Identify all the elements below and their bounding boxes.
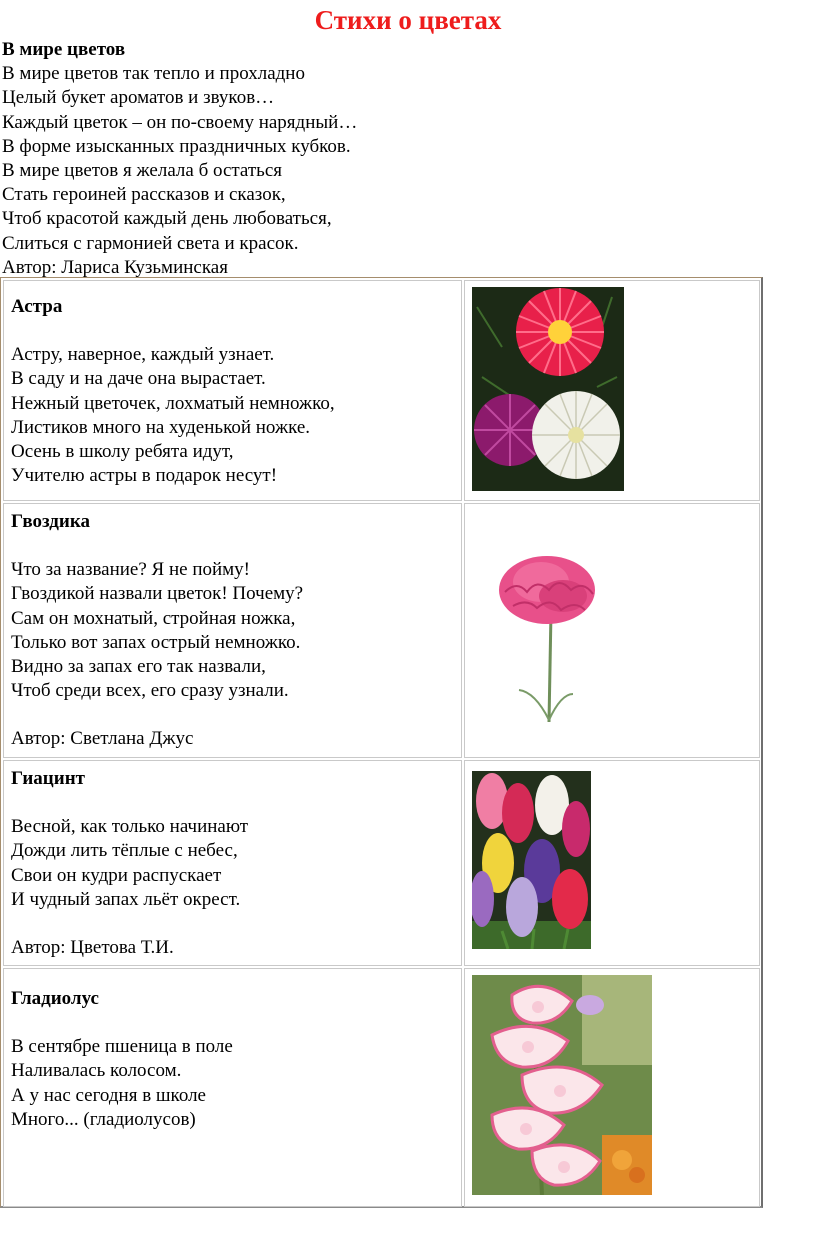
poem-line: Каждый цветок – он по-своему нарядный… [2,111,358,133]
poem-line: В сентябре пшеница в поле [11,1036,233,1058]
poem-text-cell [3,503,462,758]
poem-line: Чтоб красотой каждый день любоваться, [2,208,332,230]
poem-line: Стать героиней рассказов и сказок, [2,184,286,206]
hyacinth-photo-icon [472,771,591,949]
poem-line: В форме изысканных праздничных кубков. [2,135,351,157]
poem-image-cell [464,503,760,758]
aster-photo-icon [472,287,624,491]
carnation-photo-icon [497,552,603,724]
poem-line: А у нас сегодня в школе [11,1084,206,1106]
poem-line: Нежный цветочек, лохматый немножко, [11,392,335,414]
poem-line: Много... (гладиолусов) [11,1108,196,1130]
poem-image-cell [464,280,760,501]
poem-title: Гвоздика [11,511,91,532]
poem-line: Только вот запах острый немножко. [11,631,301,653]
poem-line: Чтоб среди всех, его сразу узнали. [11,680,289,702]
poem-line: В мире цветов так тепло и прохладно [2,63,305,85]
poem-line: Осень в школу ребята идут, [11,441,234,463]
poem-line: Дожди лить тёплые с небес, [11,840,238,862]
poem-image-cell [464,760,760,966]
poem-text-cell [3,760,462,966]
poem-author: Автор: Цветова Т.И. [11,937,174,959]
poem-line: Астру, наверное, каждый узнает. [11,344,275,366]
intro-author: Автор: Лариса Кузьминская [2,256,228,278]
page-title: Стихи о цветах [314,5,502,35]
poem-line: Целый букет ароматов и звуков… [2,87,275,109]
poem-line: В мире цветов я желала б остаться [2,160,283,182]
poem-line: Слиться с гармонией света и красок. [2,232,299,254]
poem-line: Листиков много на худенькой ножке. [11,416,311,438]
poem-line: Весной, как только начинают [11,816,249,838]
table-row [1,966,762,1207]
poems-table [0,277,763,1208]
poem-line: В саду и на даче она вырастает. [11,368,266,390]
poem-title: Гиацинт [11,768,85,789]
poem-author: Автор: Светлана Джус [11,728,194,750]
poem-line: Гвоздикой назвали цветок! Почему? [11,583,304,605]
poem-line: Сам он мохнатый, стройная ножка, [11,607,296,629]
table-row [1,278,762,501]
table-row [1,501,762,758]
poem-line: И чудный запах льёт окрест. [11,888,241,910]
poem-line: Наливалась колосом. [11,1060,182,1082]
poem-image-cell [464,968,760,1207]
poem-text-cell [3,968,462,1207]
intro-heading: В мире цветов [2,39,126,60]
intro-poem [2,38,522,280]
poem-line: Свои он кудри распускает [11,864,222,886]
poem-title: Гладиолус [11,988,99,1009]
poem-title: Астра [11,296,63,317]
gladiolus-photo-icon [472,975,652,1195]
table-row [1,758,762,966]
poem-line: Учителю астры в подарок несут! [11,465,278,487]
poem-text-cell [3,280,462,501]
poem-line: Что за название? Я не пойму! [11,559,251,581]
poem-line: Видно за запах его так назвали, [11,656,266,678]
